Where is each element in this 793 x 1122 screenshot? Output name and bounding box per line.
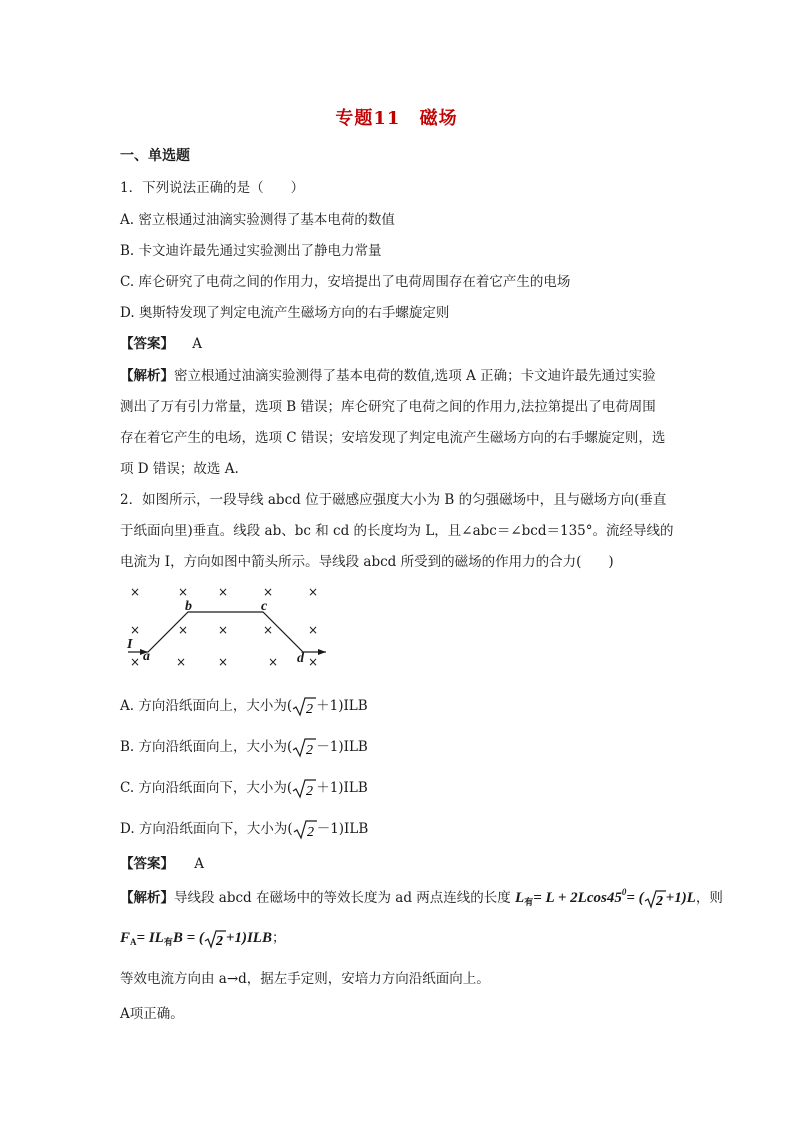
cross-mark: × [218,655,229,669]
q2-option-b [120,735,368,759]
q1-stem: 1．下列说法正确的是（ ） [120,180,305,196]
q2-option-b-tail: －1)ILB [316,739,368,755]
q2-stem-line-3: 电流为 I，方向如图中箭头所示。导线段 abcd 所受到的磁场的作用力的合力( ) [120,554,614,570]
svg-text:2: 2 [655,893,663,909]
sqrt-radical [293,819,317,841]
cross-mark: × [263,585,274,599]
q2-option-c [120,776,368,800]
q1-answer [120,332,202,352]
q2-analysis-line-4: A项正确。 [120,1006,184,1022]
q2-option-d-text: D. 方向沿纸面向下，大小为( [120,821,293,837]
label-d: d [297,651,304,666]
q2-option-c-tail: ＋1)ILB [316,780,368,796]
q2-analysis-line-3: 等效电流方向由 a→d，据左手定则，安培力方向沿纸面向上。 [120,971,490,987]
svg-text:2: 2 [306,824,314,840]
svg-text:2: 2 [215,933,223,949]
q2-answer-tag: 【答案】 [120,856,174,872]
q2-analysis-line-2 [120,926,285,949]
q2-analysis-text-1: 导线段 abcd 在磁场中的等效长度为 ad 两点连线的长度 [174,890,511,906]
q2-option-a-text: A. 方向沿纸面向上，大小为( [120,698,293,714]
svg-text:2: 2 [306,783,314,799]
q1-answer-value: A [192,336,203,352]
title-name: 磁场 [419,108,458,129]
cross-mark: × [218,585,229,599]
formula-ampere-force: $F_A= IL_有B$ = ( 2 +1)ILB [120,930,272,949]
cross-mark: × [178,623,189,637]
q2-option-d [120,817,368,841]
q2-option-a-tail: ＋1)ILB [316,698,368,714]
q1-analysis-tag: 【解析】 [120,368,174,384]
cross-mark: × [176,655,187,669]
q2-analysis-line-1 [120,886,723,909]
cross-mark: × [130,655,141,669]
q1-option-d: D. 奥斯特发现了判定电流产生磁场方向的右手螺旋定则 [120,305,450,321]
cross-mark: × [308,585,319,599]
q2-stem-line-1: 2．如图所示，一段导线 abcd 位于磁感应强度大小为 B 的匀强磁场中，且与磁场方向(垂直 [120,492,667,508]
label-current-i: I [127,637,133,652]
wire-figure [118,580,338,672]
cross-mark: × [268,655,279,669]
formula-equivalent-length: $L_有= L + 2Lcos45^0=$ ( 2 +1)L [515,887,696,909]
sqrt-radical [292,778,316,800]
q2-stem-line-2: 于纸面向里)垂直。线段 ab、bc 和 cd 的长度均为 L，且∠abc＝∠bcd＝135°。流经导线的 [120,523,674,539]
cross-mark: × [263,623,274,637]
q1-option-a: A. 密立根通过油滴实验测得了基本电荷的数值 [120,212,395,228]
svg-text:2: 2 [306,742,314,758]
label-c: c [261,599,268,614]
section-heading: 一、单选题 [120,148,190,164]
q2-option-a [120,694,368,718]
cross-mark: × [308,655,319,669]
cross-mark: × [308,623,319,637]
svg-text:2: 2 [306,701,314,717]
sqrt-radical [292,737,316,759]
q2-answer-value: A [194,856,205,872]
sqrt-radical [292,696,316,718]
q2-option-b-text: B. 方向沿纸面向上，大小为( [120,739,293,755]
magnetic-field-crosses [130,585,318,669]
label-a: a [143,649,150,664]
cross-mark: × [218,623,229,637]
q2-answer [120,852,204,872]
page-title [0,104,793,130]
q2-option-c-text: C. 方向沿纸面向下，大小为( [120,780,293,796]
q1-analysis-line-2: 测出了万有引力常量，选项 B 错误；库仑研究了电荷之间的作用力,法拉第提出了电荷周围 [120,399,656,415]
q1-analysis-line-4: 项 D 错误；故选 A. [120,461,239,477]
q1-option-c: C. 库仑研究了电荷之间的作用力，安培提出了电荷周围存在着它产生的电场 [120,274,571,290]
label-b: b [185,599,192,614]
cross-mark: × [130,623,141,637]
q1-option-b: B. 卡文迪许最先通过实验测出了静电力常量 [120,243,382,259]
current-arrow-icon [318,649,326,655]
title-topic: 专题11 [335,108,401,129]
cross-mark: × [178,585,189,599]
formula2-tail: ； [271,930,286,946]
q1-answer-tag: 【答案】 [120,336,174,352]
formula-tail: ，则 [695,890,723,906]
q1-analysis-line-1 [120,364,656,384]
q2-option-d-tail: －1)ILB [316,821,369,837]
q1-analysis-line-3: 存在着它产生的电场，选项 C 错误；安培发现了判定电流产生磁场方向的右手螺旋定则，选 [120,430,666,446]
cross-mark: × [130,585,141,599]
q2-analysis-tag: 【解析】 [120,890,174,906]
q1-analysis-text-1: 密立根通过油滴实验测得了基本电荷的数值,选项 A 正确；卡文迪许最先通过实验 [174,368,656,384]
